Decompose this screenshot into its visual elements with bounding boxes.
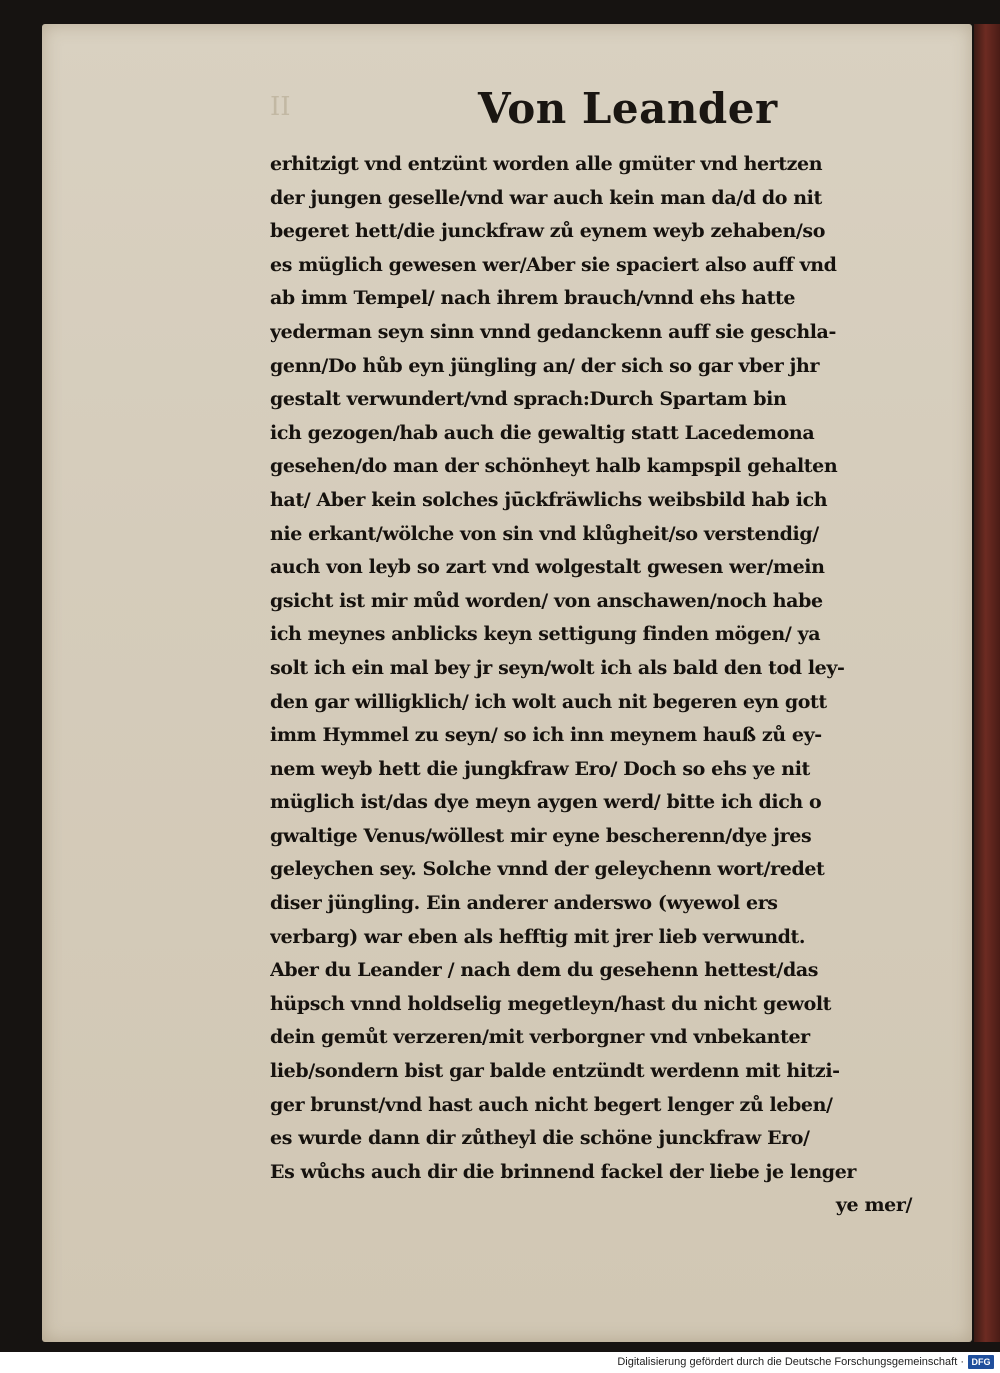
text-line: den gar willigklich/ ich wolt auch nit begeren eyn gott	[270, 690, 827, 713]
text-line: gsicht ist mir můd worden/ von anschawen/noch habe	[270, 589, 823, 612]
funding-credit: Digitalisierung gefördert durch die Deutsche Forschungsgemeinschaft ·	[617, 1356, 964, 1368]
text-line: gwaltige Venus/wöllest mir eyne bescherenn/dye jres	[270, 824, 812, 847]
text-line: solt ich ein mal bey jr seyn/wolt ich als bald den tod ley-	[270, 656, 845, 679]
text-line: Aber du Leander / nach dem du gesehenn hettest/das	[270, 959, 819, 982]
bleed-through-mark: II	[270, 92, 291, 122]
running-head: Von Leander	[478, 84, 778, 133]
text-line: ab imm Tempel/ nach ihrem brauch/vnnd ehs hatte	[270, 287, 796, 310]
text-line: müglich ist/das dye meyn aygen werd/ bitte ich dich o	[270, 791, 822, 814]
text-line: ich meynes anblicks keyn settigung finden mögen/ ya	[270, 623, 821, 646]
text-line: lieb/sondern bist gar balde entzündt werdenn mit hitzi-	[270, 1060, 840, 1083]
text-line: Es wůchs auch dir die brinnend fackel der liebe je lenger	[270, 1160, 856, 1183]
text-line: es müglich gewesen wer/Aber sie spaciert also auff vnd	[270, 253, 837, 276]
text-line: yederman seyn sinn vnnd gedanckenn auff sie geschla-	[270, 320, 836, 343]
text-line: genn/Do hůb eyn jüngling an/ der sich so gar vber jhr	[270, 354, 820, 377]
text-line: erhitzigt vnd entzünt worden alle gmüter vnd hertzen	[270, 153, 823, 175]
text-line: es wurde dann dir zůtheyl die schöne junckfraw Ero/	[270, 1127, 810, 1150]
text-line: imm Hymmel zu seyn/ so ich inn meynem hauß zů ey-	[270, 724, 822, 747]
text-line: gesehen/do man der schönheyt halb kampspil gehalten	[270, 455, 838, 478]
text-line: ye mer/	[835, 1194, 912, 1217]
text-line: ger brunst/vnd hast auch nicht begert lenger zů leben/	[270, 1093, 833, 1116]
text-line: auch von leyb so zart vnd wolgestalt gwesen wer/mein	[270, 556, 825, 579]
text-line: hat/ Aber kein solches jūckfräwlichs weibsbild hab ich	[270, 488, 828, 511]
text-line: nie erkant/wölche von sin vnd klůgheit/so verstendig/	[270, 522, 819, 545]
dfg-logo-icon: DFG	[968, 1355, 994, 1369]
text-line: nem weyb hett die jungkfraw Ero/ Doch so ehs ye nit	[270, 757, 810, 780]
text-line: der jungen geselle/vnd war auch kein man da/d do nit	[270, 186, 822, 209]
text-line: gestalt verwundert/vnd sprach:Durch Spartam bin	[270, 388, 787, 411]
text-line: geleychen sey. Solche vnnd der geleychenn wort/redet	[270, 858, 825, 881]
binding-edge	[974, 24, 1000, 1342]
text-line: diser jüngling. Ein anderer anderswo (wyewol ers	[270, 892, 778, 915]
text-line: dein gemůt verzeren/mit verborgner vnd vnbekanter	[270, 1026, 810, 1049]
text-line: ich gezogen/hab auch die gewaltig statt Lacedemona	[270, 421, 815, 444]
text-line: verbarg) war eben als hefftig mit jrer lieb verwundt.	[270, 925, 806, 948]
text-line: begeret hett/die junckfraw zů eynem weyb zehaben/so	[270, 220, 825, 243]
text-block	[270, 148, 920, 1223]
text-line: hüpsch vnnd holdselig megetleyn/hast du nicht gewolt	[270, 992, 832, 1015]
